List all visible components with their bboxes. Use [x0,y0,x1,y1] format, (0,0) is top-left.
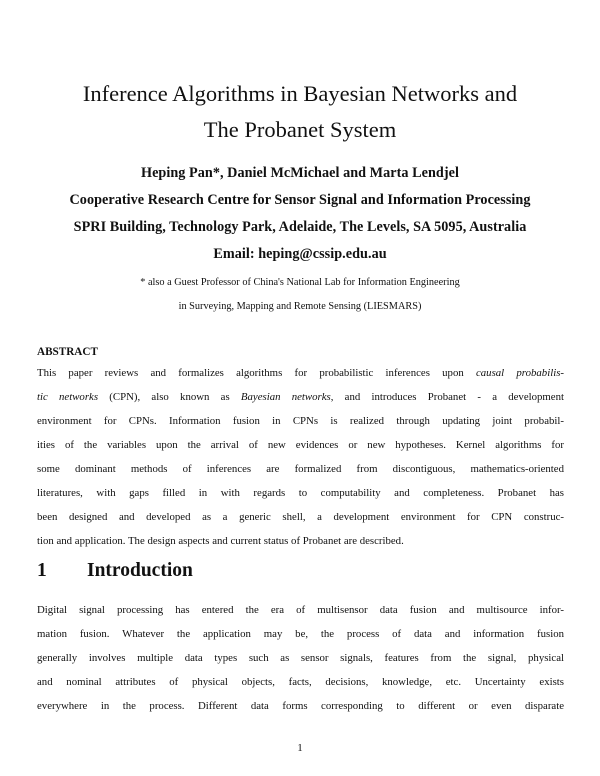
abstract-line: been designed and developed as a generic shell, a development environment for CPN construc- [37,511,564,523]
author-footnote-line-2: in Surveying, Mapping and Remote Sensing (LIESMARS) [178,301,422,312]
abstract-text: This paper reviews and formalizes algorithms for probabilistic inferences upon [37,367,476,379]
abstract-text: , and introduces Probanet - a development [330,391,564,403]
author-list: Heping Pan*, Daniel McMichael and Marta Lendjel [140,165,459,181]
address: SPRI Building, Technology Park, Adelaide, The Levels, SA 5095, Australia [73,219,527,235]
body-line: mation fusion. Whatever the application may be, the process of data and information fusion [37,628,564,640]
body-line: and nominal attributes of physical objects, facts, decisions, knowledge, etc. Uncertainty exists [37,676,564,688]
page-number: 1 [297,742,303,754]
author-footnote-line-1: * also a Guest Professor of China's National Lab for Information Engineering [140,277,460,288]
paper-title-line-1: Inference Algorithms in Bayesian Networks and [82,81,518,106]
abstract-heading: ABSTRACT [37,346,98,358]
abstract-line: tion and application. The design aspects and current status of Probanet are described. [37,535,404,547]
author-email: Email: heping@cssip.edu.au [213,246,387,262]
body-line: Digital signal processing has entered the era of multisensor data fusion and multisource infor- [37,604,564,616]
abstract-line: some dominant methods of inferences are formalized from discontiguous, mathematics-oriented [37,463,564,475]
abstract-line: environment for CPNs. Information fusion in CPNs is realized through updating joint probabil- [37,415,564,427]
body-line: everywhere in the process. Different data forms corresponding to different or even disparate [37,700,564,712]
abstract-line: ities of the variables upon the arrival of new evidences or new hypotheses. Kernel algorithms for [37,439,564,451]
abstract-line [37,391,564,403]
abstract-line: literatures, with gaps filled in with regards to computability and completeness. Probanet has [37,487,564,499]
abstract-emphasis: Bayesian networks [240,391,331,403]
section-title: Introduction [87,560,193,581]
abstract-emphasis: causal probabilis- [475,367,565,379]
body-line: generally involves multiple data types such as sensor signals, features from the signal, physical [37,652,564,664]
abstract-line [37,367,564,379]
paper-title-line-2: The Probanet System [203,117,397,142]
section-number: 1 [37,560,47,581]
affiliation: Cooperative Research Centre for Sensor Signal and Information Processing [69,192,531,208]
abstract-emphasis: tic networks [37,391,99,403]
section-heading [37,560,193,582]
abstract-text: (CPN), also known as [98,391,241,403]
